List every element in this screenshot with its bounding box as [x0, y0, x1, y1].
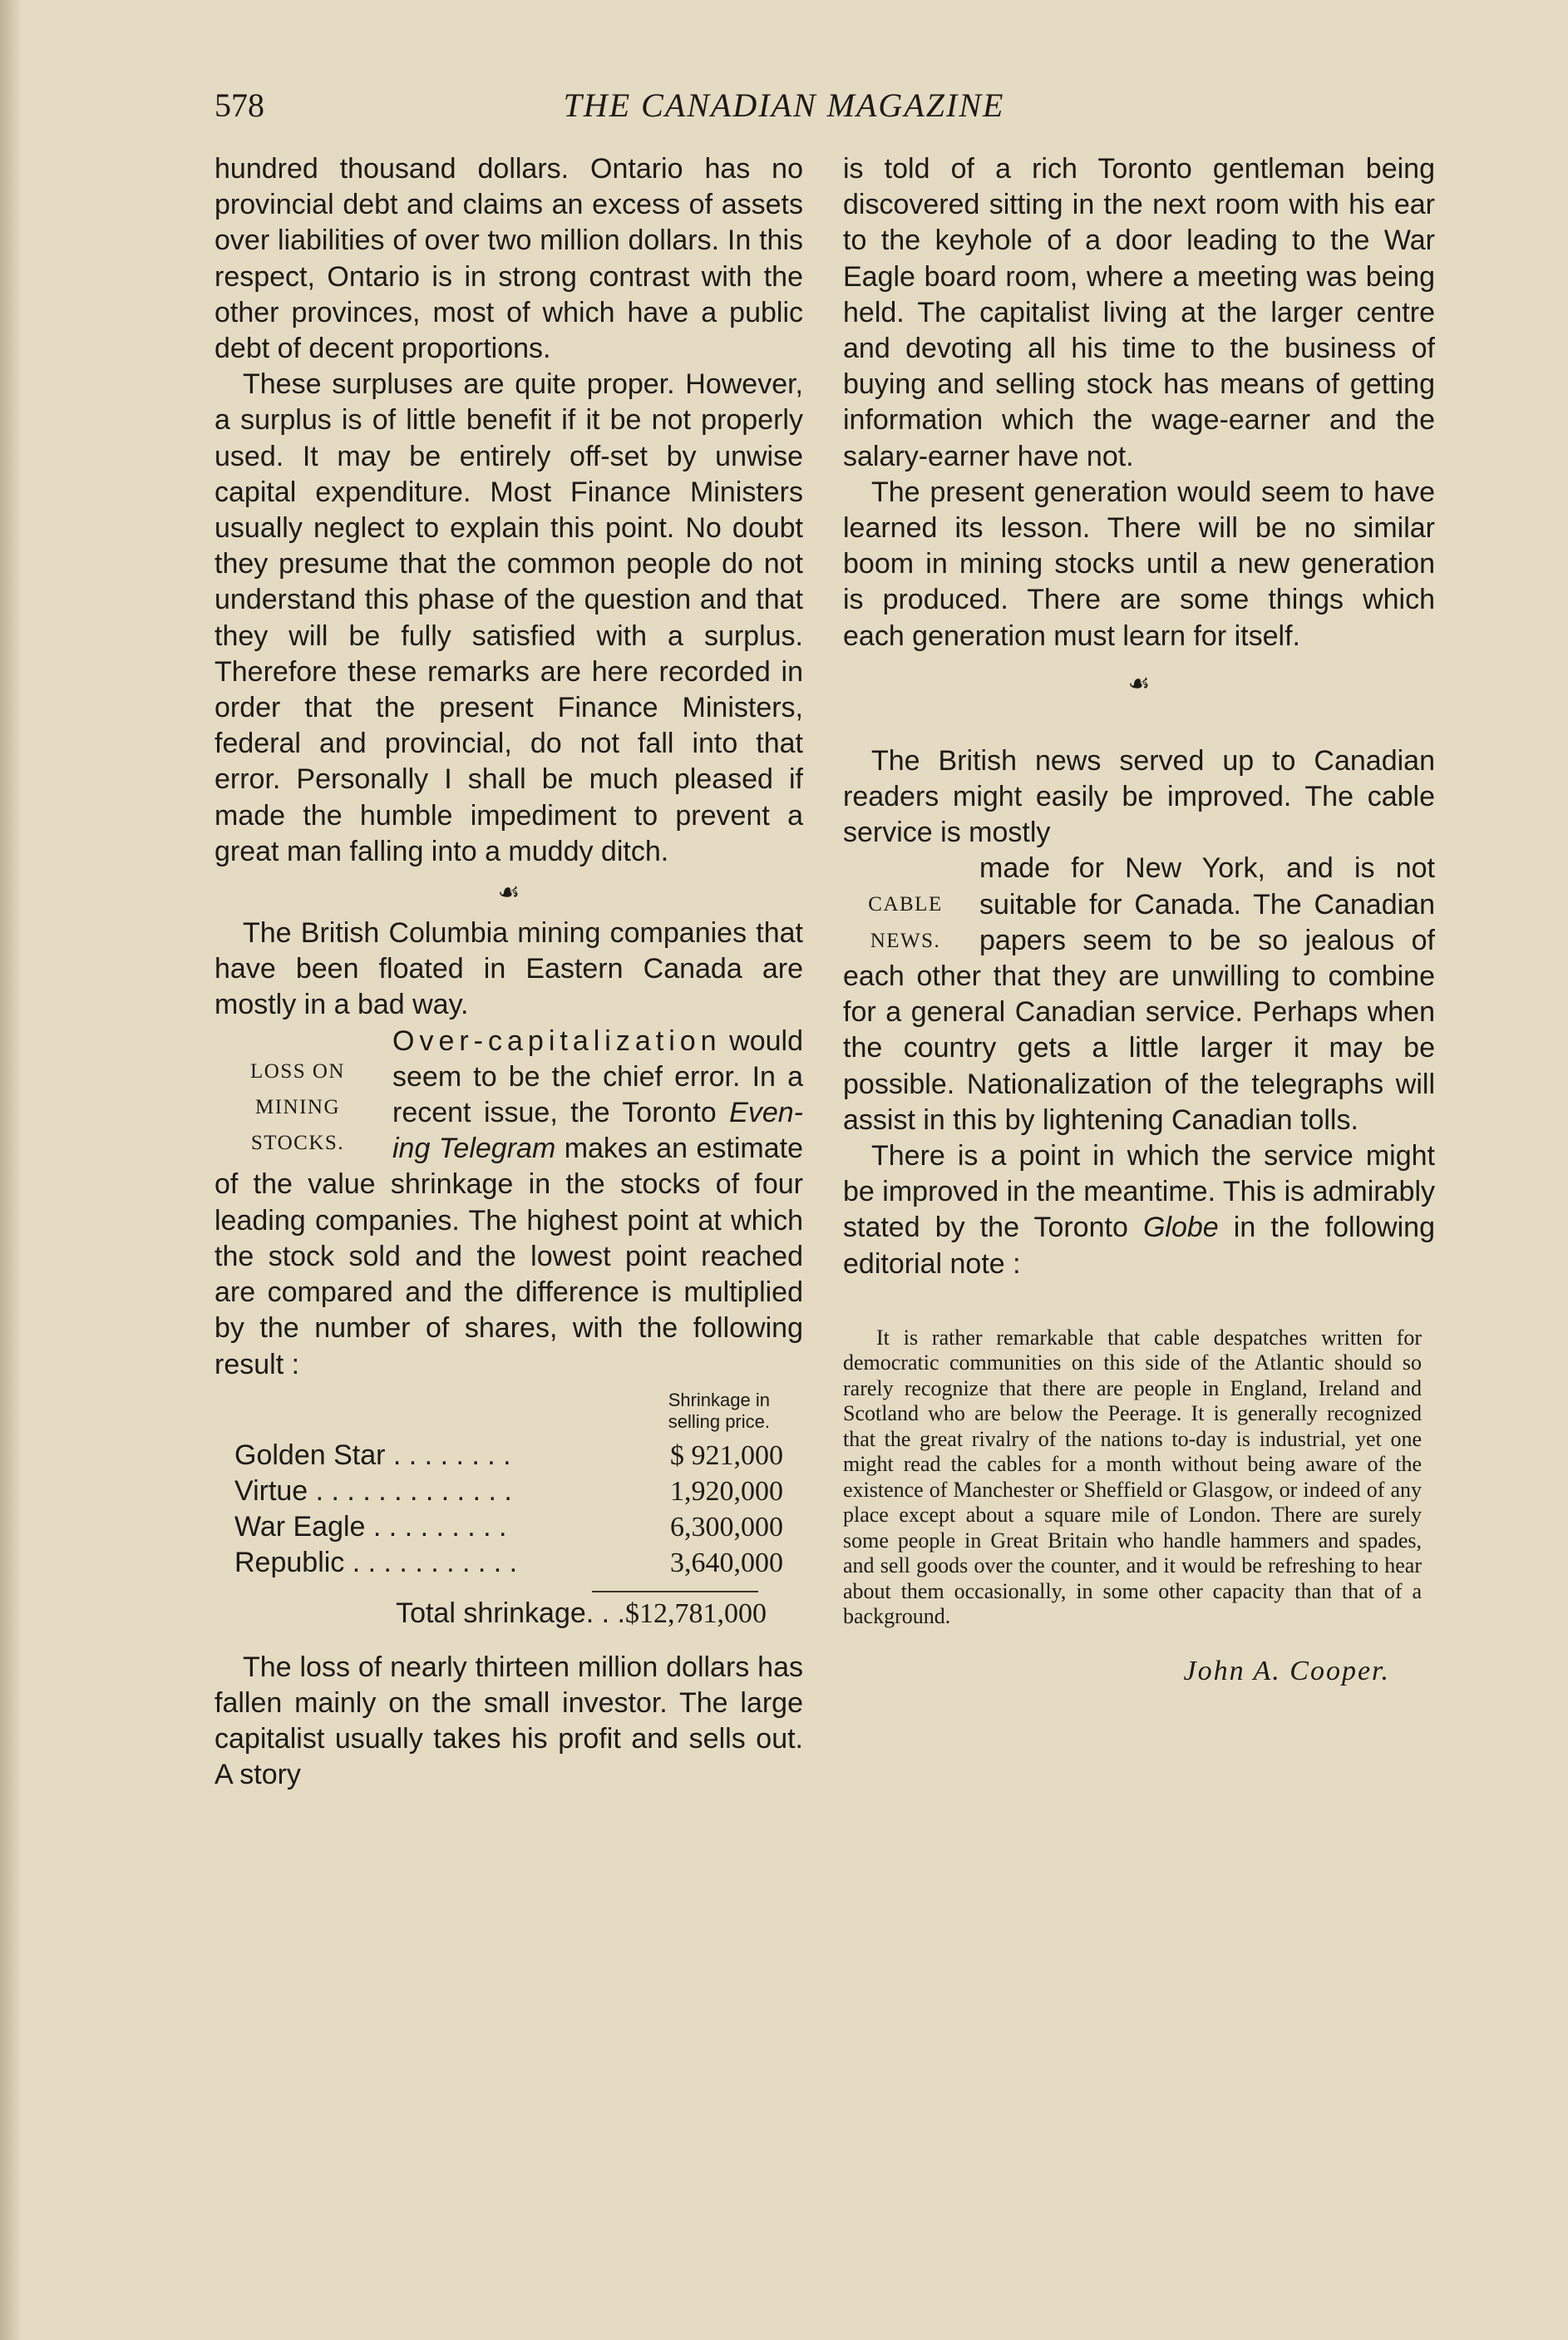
total-amount: $12,781,000	[625, 1597, 767, 1629]
right-paragraph-2: The present generation would seem to have learned its lesson. There will be no similar boom in mining stocks until a new generation is produced. There are some things which each generation must learn for itself.	[843, 476, 1435, 652]
mining-section-lead: The British Columbia mining companies that have been floated in Eastern Canada are mostly in a bad way.	[214, 917, 803, 1021]
page-number: 578	[214, 86, 264, 124]
fleuron-ornament-icon: ☙	[497, 879, 520, 907]
table-row	[234, 1545, 783, 1581]
company-name: Virtue . . . . . . . . . . . . .	[234, 1474, 512, 1507]
shrinkage-amount: 3,640,000	[670, 1547, 783, 1578]
spaced-word: Over-capitalization	[392, 1024, 722, 1057]
section-spacer	[843, 707, 1435, 743]
cable-section-lead: The British news served up to Canadian readers might easily be improved. The cable service is mostly	[843, 744, 1435, 849]
left-paragraph-1: hundred thousand dollars. Ontario has no provincial debt and claims an excess of assets over liabilities of over two million dollars. In this respect, Ontario is in strong contrast with the other provinces, most of which have a public debt of decent proportions.	[214, 153, 803, 365]
mining-body-text-continued: makes an estimate of the value shrinkage in the stocks of four leading companies. The highest point at which the stock sold and the lowest point reached are compared and the difference is multiplied by the number of shares, with the following result :	[214, 1133, 803, 1380]
right-column	[843, 151, 1435, 1689]
book-spine-shadow	[0, 0, 22, 2340]
cable-body-text: made for New York, and is not suitable for Canada. The Canadian papers seem to be so jealous of each other that they are unwilling to combine for a general Canadian service. Perhaps when the country gets a little larger it may be possible. Nationalization of the telegraphs will assist in this by lightening Canadian tolls.	[843, 852, 1435, 1136]
shrinkage-amount: 1,920,000	[670, 1475, 783, 1507]
shrinkage-amount: 6,300,000	[670, 1511, 783, 1543]
mining-body-text: would seem to be the chief error. In a recent issue, the Toronto	[392, 1024, 803, 1129]
right-paragraph-1: is told of a rich Toronto gentleman being discovered sitting in the next room with his ear to the keyhole of a door leading to the War Eagle board room, where a meeting was being held. The capitalist living at the larger centre and devoting all his time to the business of buying and selling stock has means of getting information which the wage-earner and the salary-earner have not.	[843, 153, 1435, 472]
shrinkage-amount: $ 921,000	[670, 1439, 783, 1471]
table-row	[234, 1509, 783, 1545]
company-name: Republic . . . . . . . . . . .	[234, 1546, 518, 1578]
right-paragraph-3: There is a point in which the service might be improved in the meantime. This is admirably stated by the Toronto Globe in the following editorial note :	[843, 1140, 1435, 1280]
fleuron-ornament-icon: ☙	[1127, 669, 1151, 698]
cable-section-body	[843, 851, 1435, 1138]
author-signature: John A. Cooper.	[1183, 1655, 1390, 1686]
total-shrinkage-line	[214, 1596, 767, 1632]
left-paragraph-2: These surpluses are quite proper. However, a surplus is of little benefit if it be not properly used. It may be entirely off-set by unwise capital expenditure. Most Finance Ministers usually neglect to explain this point. No doubt they presume that the common people do not understand this phase of the question and that they will be fully satisfied with a surplus. Therefore these remarks are here recorded in order that the present Finance Ministers, federal and provincial, do not fall into that error. Personally I shall be much pleased if made the humble impediment to prevent a great man falling into a muddy ditch.	[214, 368, 803, 867]
total-label: Total shrinkage. . .	[396, 1597, 625, 1629]
table-row	[234, 1438, 783, 1474]
company-name: Golden Star . . . . . . . .	[234, 1439, 511, 1471]
company-name: War Eagle . . . . . . . . .	[234, 1510, 507, 1543]
shrinkage-table	[234, 1438, 783, 1581]
shrinkage-column-header: Shrinkage in selling price.	[668, 1389, 770, 1432]
side-heading-loss-on-mining-stocks: LOSS ON MINING STOCKS.	[250, 1059, 345, 1155]
mining-section-body	[214, 1024, 803, 1383]
left-column	[214, 151, 803, 1794]
side-heading-cable-news: CABLE NEWS.	[868, 893, 943, 952]
publication-title: Evening Telegram	[392, 1097, 803, 1165]
table-row	[234, 1474, 783, 1509]
editorial-quote	[843, 1326, 1422, 1630]
quote-text: It is rather remarkable that cable despatches written for democratic communities on this side of the Atlantic should so rarely recognize that there are people in England, Ireland and Scotland who are below the Peerage. It is generally recognized that the great rivalry of the nations to-day is industrial, yet one might read the cables for a month without being aware of the existence of Manchester or Sheffield or Glasgow, or indeed of any place except about a square mile of London. There are surely some people in Great Britain who handle hammers and spades, and sell goods over the counter, and it would be refreshing to hear about them occasionally, in some other capacity than that of a background.	[843, 1325, 1422, 1629]
total-rule-divider	[592, 1591, 758, 1592]
left-paragraph-final: The loss of nearly thirteen million dollars has fallen mainly on the small investor. The large capitalist usually takes his profit and sells out. A story	[214, 1651, 803, 1791]
running-title: THE CANADIAN MAGAZINE	[563, 86, 1005, 124]
publication-title: Globe	[1142, 1212, 1219, 1244]
